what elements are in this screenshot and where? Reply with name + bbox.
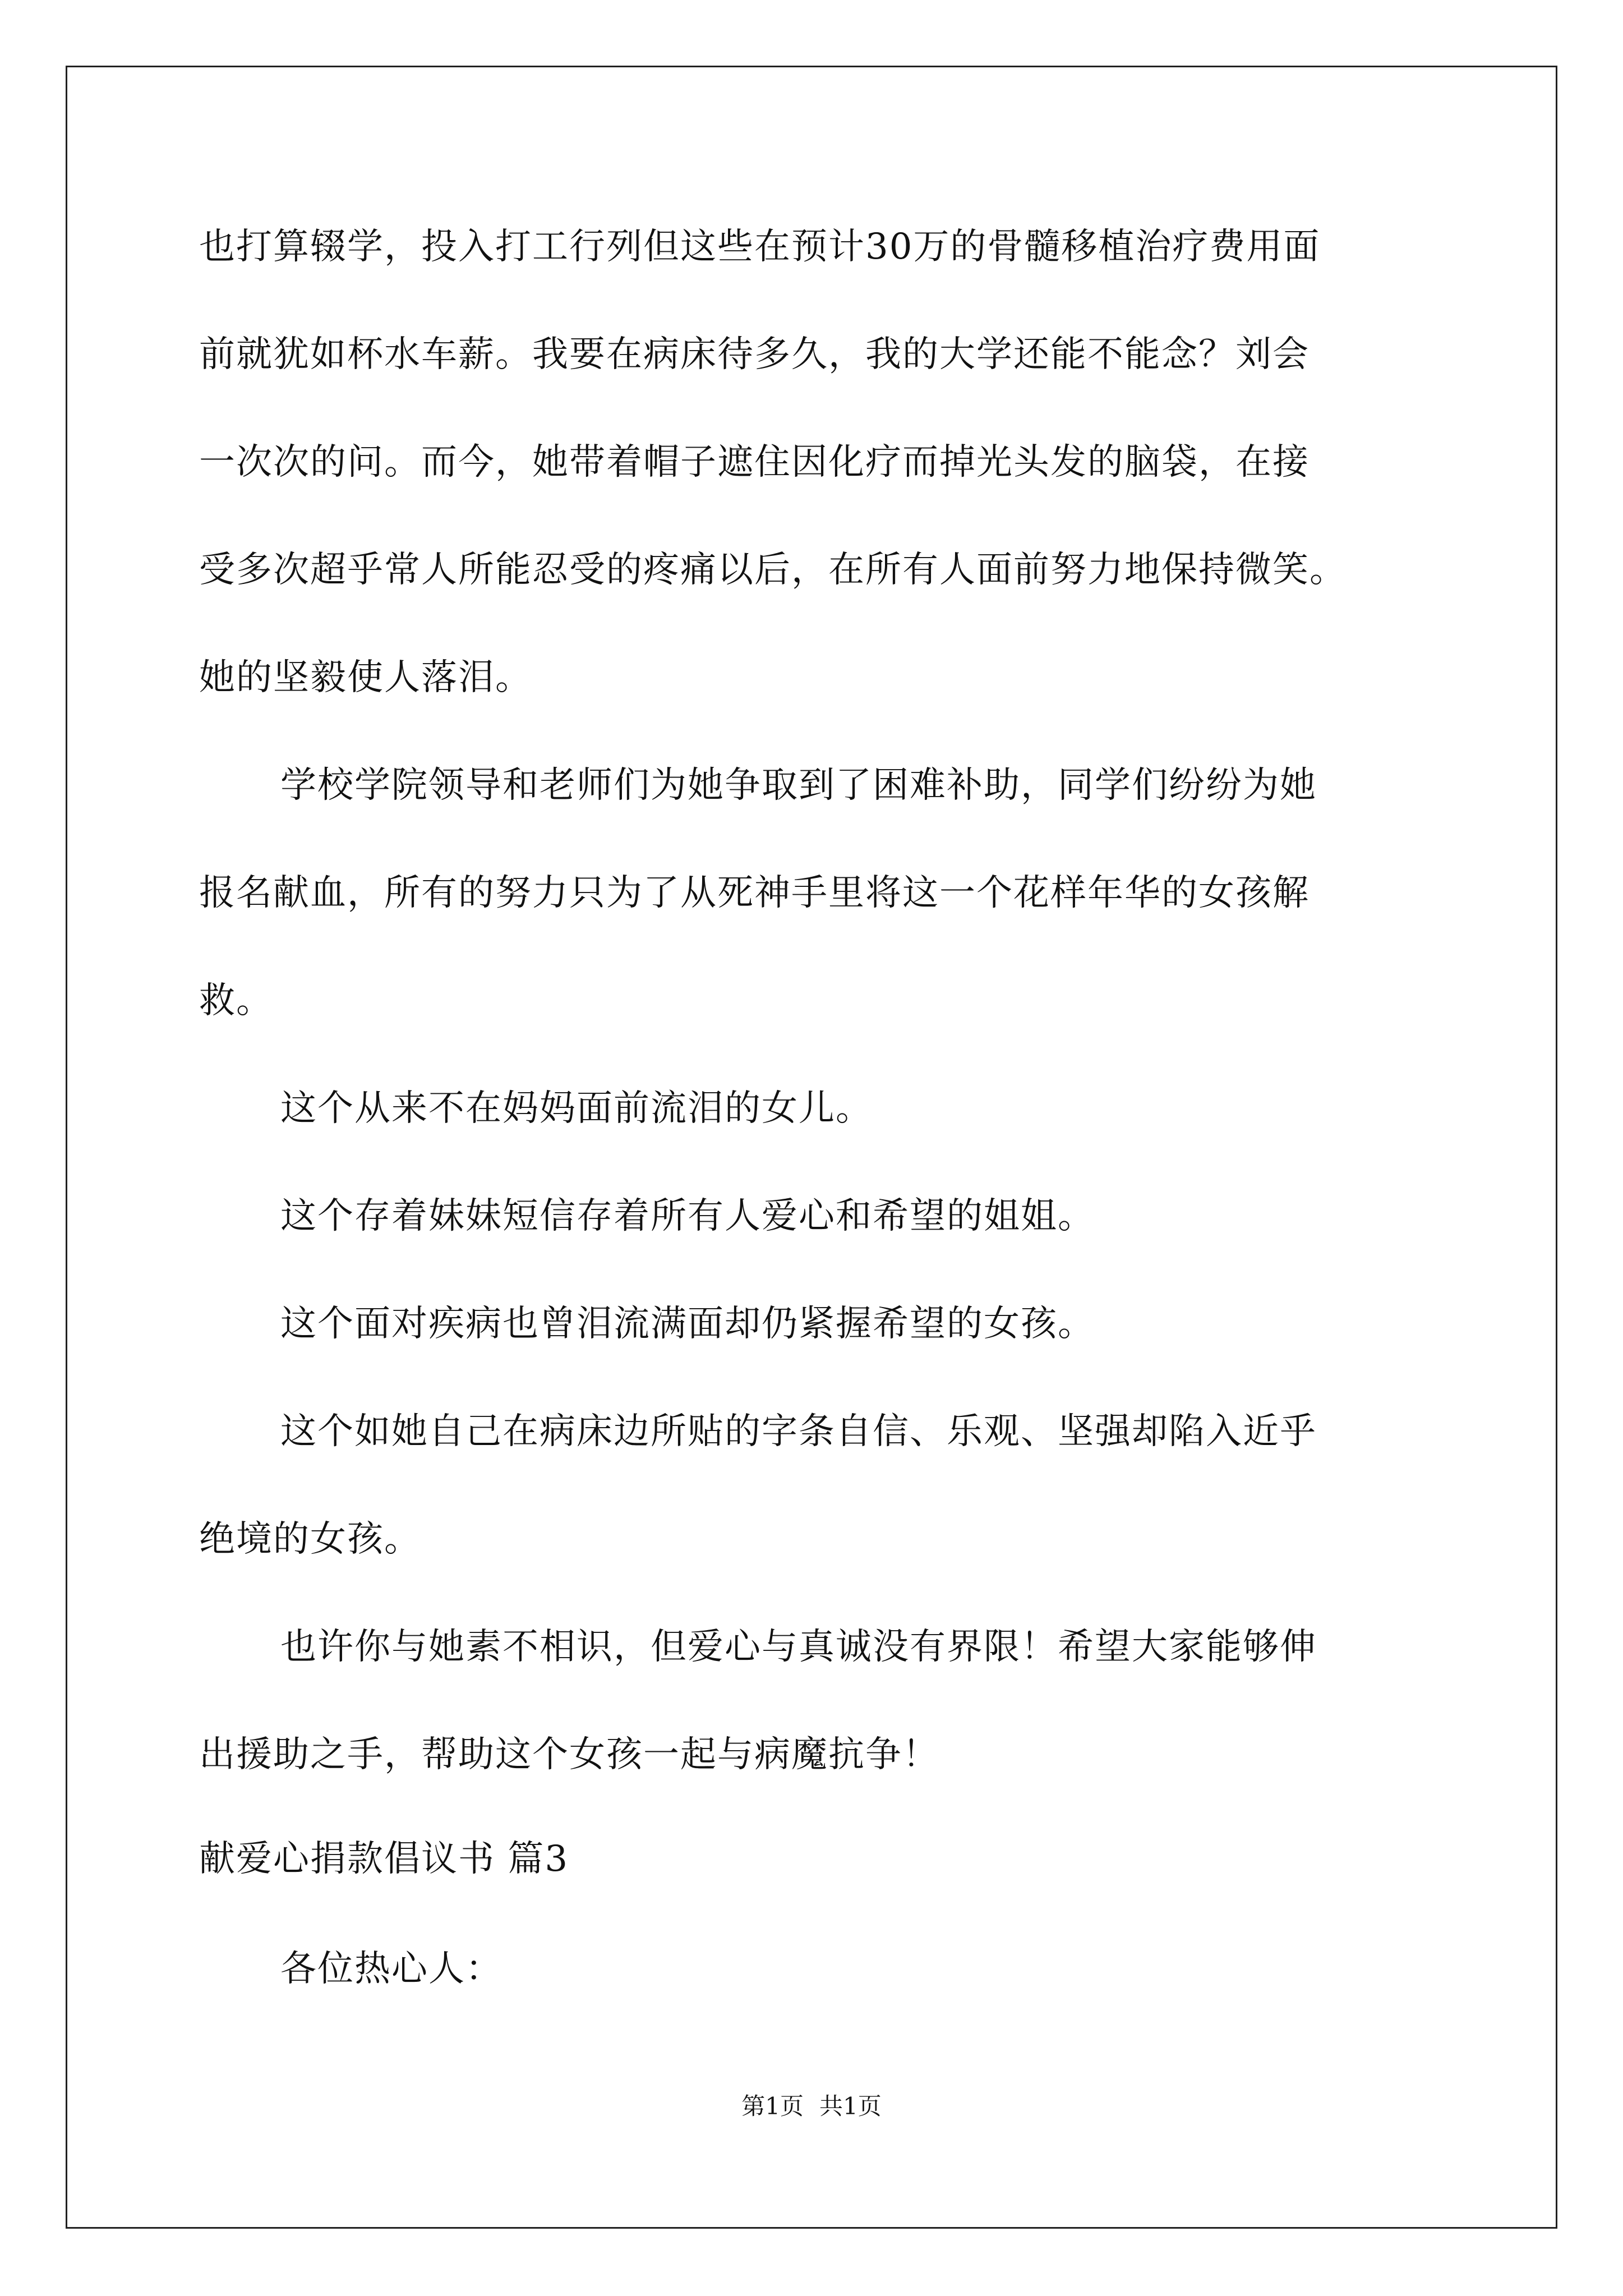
text-line-8: 救。 xyxy=(199,980,273,1022)
page-footer xyxy=(0,2092,1623,2120)
page-border xyxy=(66,66,1557,2229)
text-line-3: 一次次的问。而今，她带着帽子遮住因化疗而掉光头发的脑袋，在接 xyxy=(199,441,1310,483)
text-line-14: 也许你与她素不相识，但爱心与真诚没有界限！希望大家能够伸 xyxy=(280,1626,1317,1668)
text-line-6: 学校学院领导和老师们为她争取到了困难补助，同学们纷纷为她 xyxy=(280,765,1317,806)
page-number: 第1页 xyxy=(741,2092,804,2120)
page-total: 共1页 xyxy=(819,2092,882,2120)
text-line-5: 她的坚毅使人落泪。 xyxy=(199,657,532,698)
text-line-4: 受多次超乎常人所能忍受的疼痛以后，在所有人面前努力地保持微笑。 xyxy=(199,549,1347,591)
text-line-9: 这个从来不在妈妈面前流泪的女儿。 xyxy=(280,1088,873,1129)
text-line-10: 这个存着妹妹短信存着所有人爱心和希望的姐姐。 xyxy=(280,1195,1095,1237)
salutation: 各位热心人： xyxy=(280,1948,502,1990)
text-line-11: 这个面对疾病也曾泪流满面却仍紧握希望的女孩。 xyxy=(280,1303,1095,1345)
text-line-15: 出援助之手，帮助这个女孩一起与病魔抗争！ xyxy=(199,1734,939,1775)
text-line-7: 报名献血，所有的努力只为了从死神手里将这一个花样年华的女孩解 xyxy=(199,872,1310,914)
text-line-1: 也打算辍学，投入打工行列但这些在预计30万的骨髓移植治疗费用面 xyxy=(199,226,1321,268)
text-line-2: 前就犹如杯水车薪。我要在病床待多久，我的大学还能不能念？刘会 xyxy=(199,334,1310,375)
section-heading: 献爱心捐款倡议书 篇3 xyxy=(199,1838,569,1880)
text-line-12: 这个如她自己在病床边所贴的字条自信、乐观、坚强却陷入近乎 xyxy=(280,1411,1317,1452)
text-line-13: 绝境的女孩。 xyxy=(199,1519,421,1560)
